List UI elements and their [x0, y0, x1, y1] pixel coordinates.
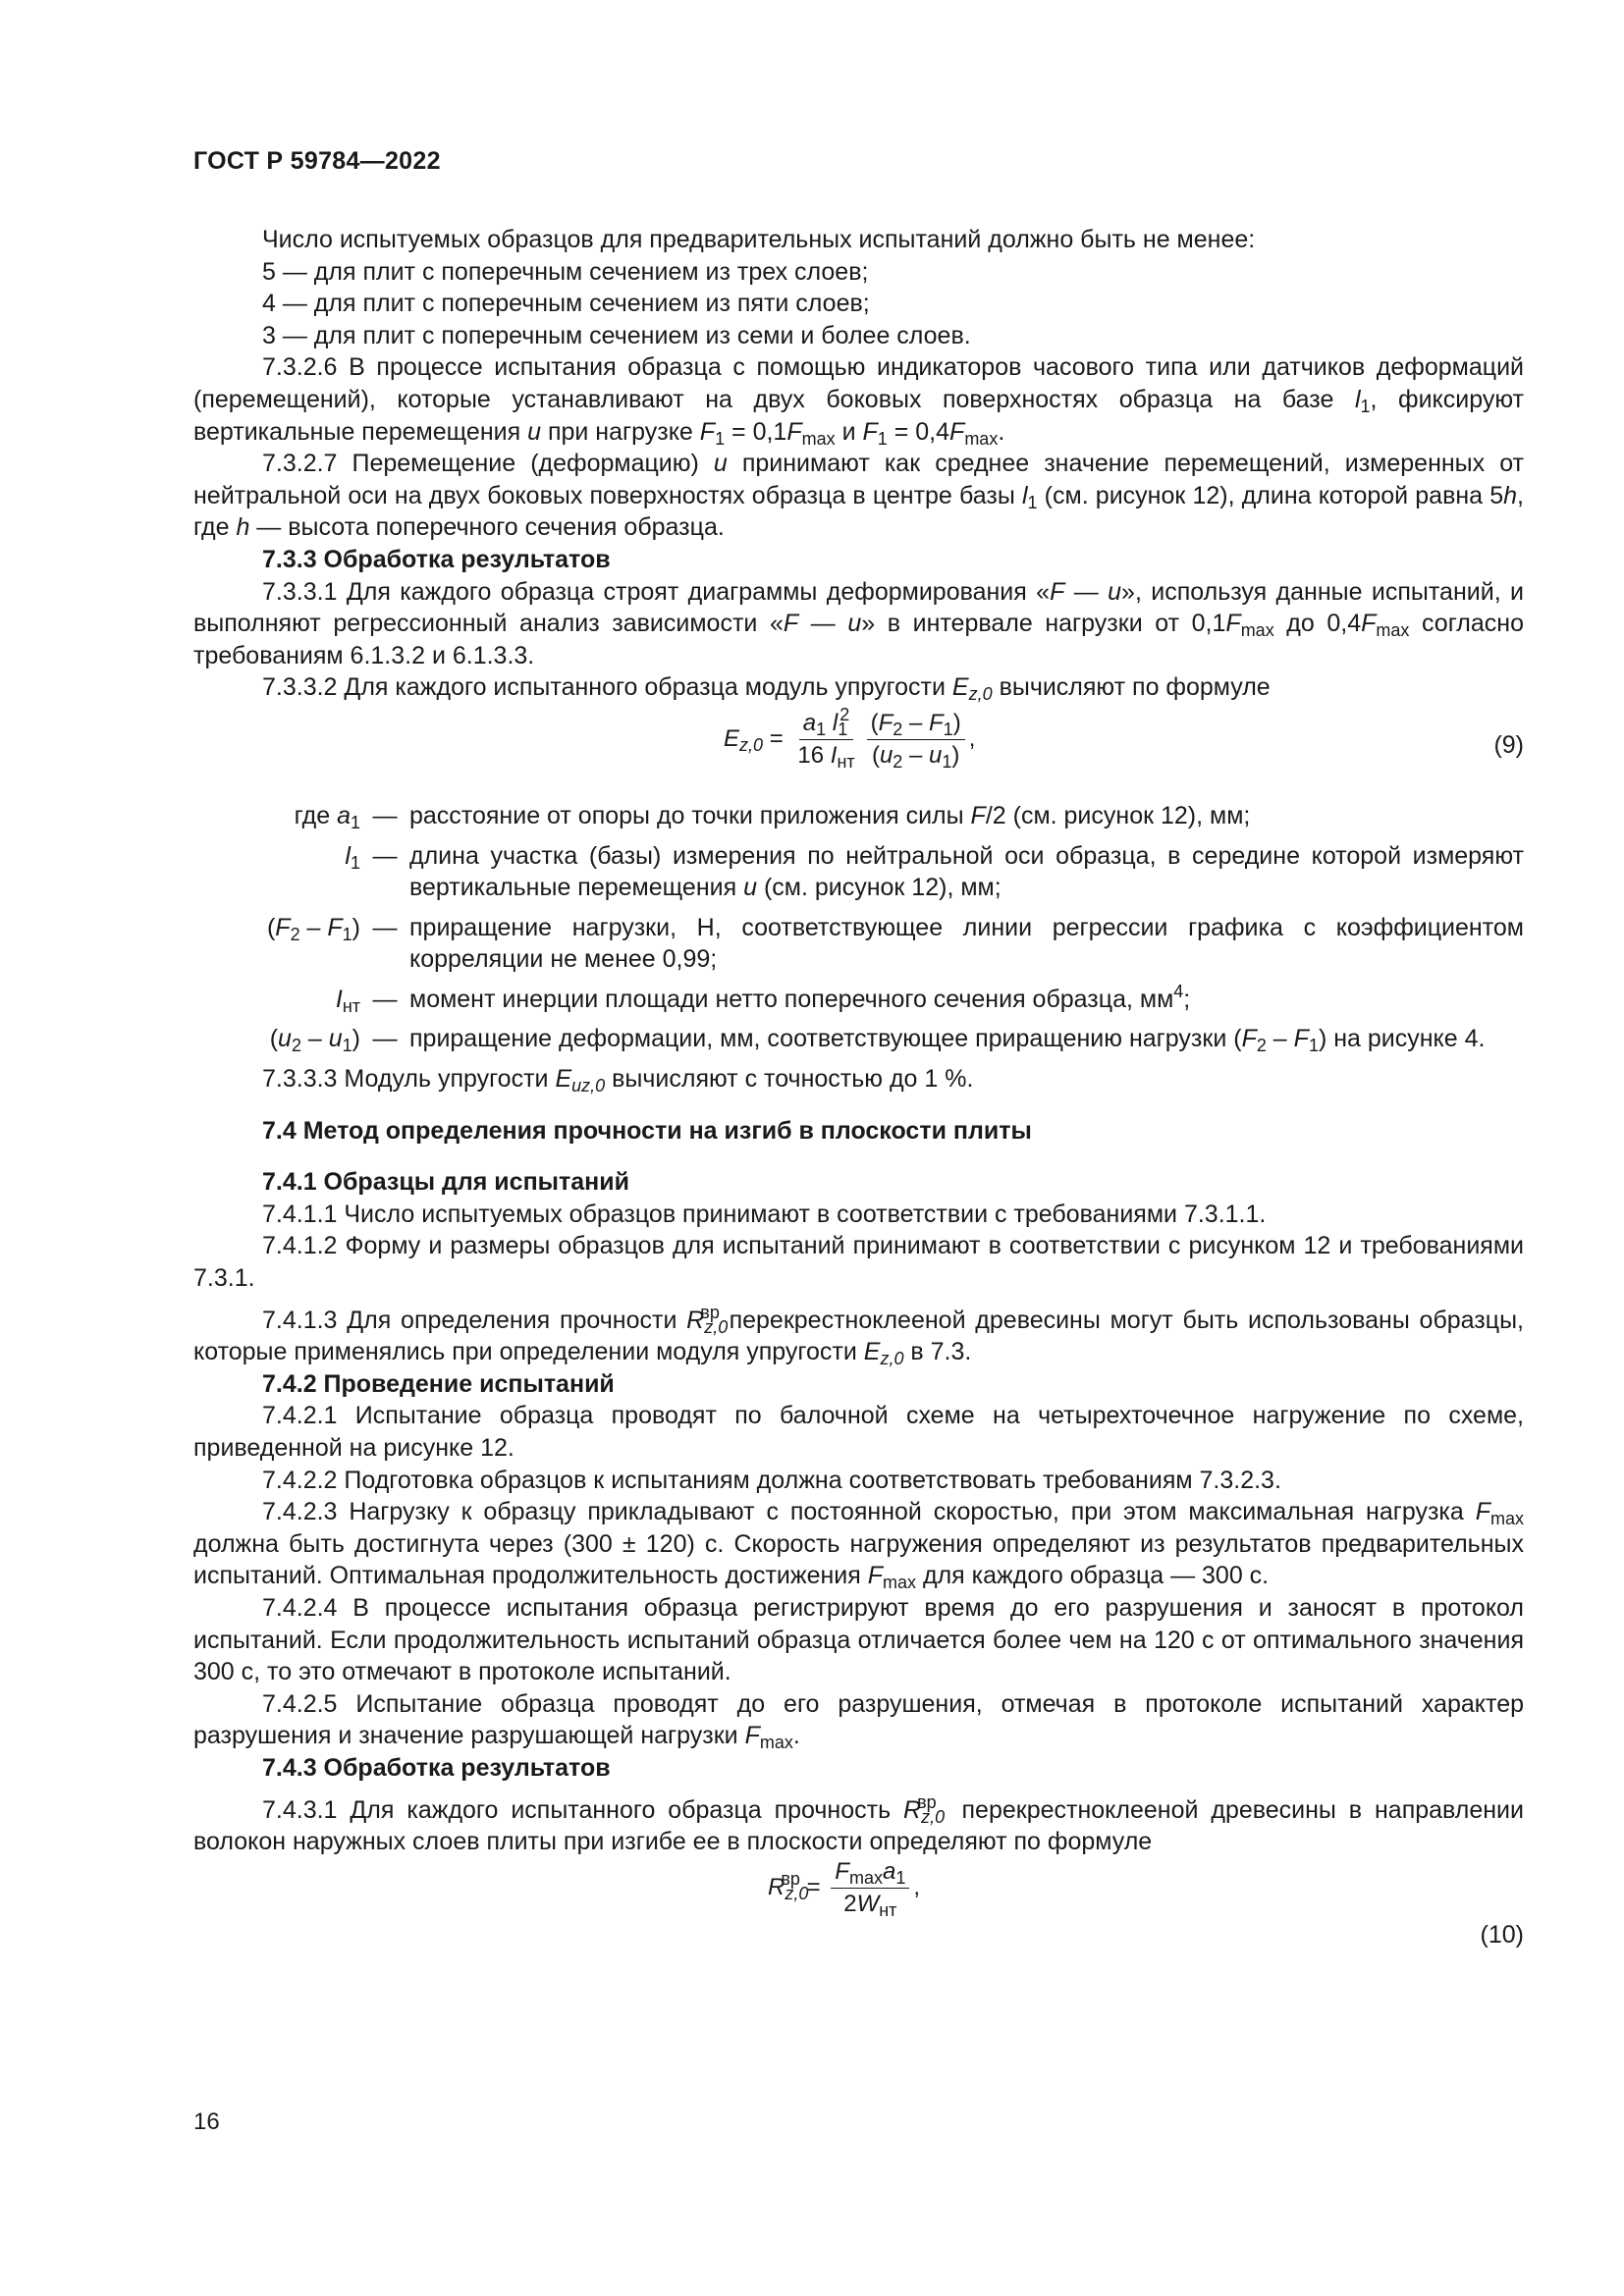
legend-description: расстояние от опоры до точки приложения силы F/2 (см. рисунок 12), мм; [409, 801, 1251, 829]
list-item: 4 — для плит с поперечным сечением из пяти слоев; [262, 290, 870, 318]
legend-symbol: $(u_2 - u_1)$ [269, 1025, 360, 1056]
paragraph-7-3-3-3: 7.3.3.3 Модуль упругости $E_{uz,0}$ вычисляют с точностью до 1 %. [262, 1065, 974, 1096]
section-heading-7-4: 7.4 Метод определения прочности на изгиб в плоскости плиты [262, 1116, 1032, 1145]
paragraph-7-4-3-1: 7.4.3.1 Для каждого испытанного образца прочность $R_{z,0}^{вр}$ перекрестноклееной древесины в направлении волокон наружных слоев плиты при изгибе ее в плоскости определяют по формуле [193, 1791, 1524, 1856]
legend-description: приращение деформации, мм, соответствующее приращению нагрузки $(F_2 - F_1)$ на рисунке 4. [409, 1025, 1486, 1056]
section-heading-7-4-1: 7.4.1 Образцы для испытаний [262, 1168, 629, 1197]
legend-description: приращение нагрузки, Н, соответствующее линии регрессии графика с коэффициентом корреляции не менее 0,99; [409, 913, 1524, 974]
paragraph-7-4-2-5: 7.4.2.5 Испытание образца проводят до его разрушения, отмечая в протоколе испытаний характер разрушения и значение разрушающей нагрузки $F_{max}$. [193, 1689, 1524, 1753]
paragraph-7-3-3-2: 7.3.3.2 Для каждого испытанного образца модуль упругости $E_{z,0}$ вычисляют по формуле [262, 673, 1271, 705]
section-heading-7-4-2: 7.4.2 Проведение испытаний [262, 1369, 615, 1398]
equation-10 [193, 1858, 1524, 1956]
paragraph-7-3-2-6: 7.3.2.6 В процессе испытания образца с помощью индикаторов часового типа или датчиков деформаций (перемещений), которые устанавливают на двух боковых поверхностях образца на базе $l_1$, фиксируют вертикальные перемещения u при нагрузке $F_1 = 0,1F_{max}$ и $F_1 = 0,4F_{max}$. [193, 353, 1524, 449]
page-number: 16 [193, 2109, 220, 2135]
legend-description: момент инерции площади нетто поперечного сечения образца, $мм^4$; [409, 981, 1191, 1013]
legend-symbol: $I_{нт}$ [335, 985, 360, 1016]
legend-symbol: $l_1$ [345, 841, 360, 873]
list-item: 3 — для плит с поперечным сечением из семи и более слоев. [262, 321, 971, 349]
paragraph-7-4-2-3: 7.4.2.3 Нагрузку к образцу прикладывают с постоянной скоростью, при этом максимальная нагрузка $F_{max}$ должна быть достигнута через (300 ± 120) с. Скорость нагружения определяют из результатов предварительных испытаний. Оптимальная продолжительность достижения $F_{max}$ для каждого образца — 300 с. [193, 1498, 1524, 1593]
document-body [193, 224, 1524, 1956]
paragraph-7-4-2-4: 7.4.2.4 В процессе испытания образца регистрируют время до его разрушения и заносят в протокол испытаний. Если продолжительность испытаний образца отличается более чем на 120 с от оптимального значения 300 с, то это отмечают в протоколе испытаний. [193, 1593, 1524, 1686]
legend-symbol: $(F_2 - F_1)$ [266, 913, 360, 944]
fraction: $\frac{F_{max}a_1}{2W_{нт}}$ [831, 1858, 909, 1918]
symbol-legend: где $a_1$ — расстояние от опоры до точки приложения силы F/2 (см. рисунок 12), мм; $l_1$ — длина участка (базы) измерения по нейтральной оси образца, в середине которой измеряют вертикальные перемещения u (см. рисунок 12), мм; $(F_2 - F_1)$ — приращение нагрузки, Н, соответствующее линии регрессии графика с коэффициентом корреляции не менее 0,99; $I_{нт}$ — момент инерции площади нетто поперечного сечения образца, $мм^4$; $(u_2 - u_1)$ — приращение деформации, мм, соответствующее приращению нагрузки $(F_2 - F_1)$ на рисунке 4. [193, 800, 1524, 1063]
paragraph-7-3-3-1: 7.3.3.1 Для каждого образца строят диаграммы деформирования «F — u», используя данные испытаний, и выполняют регрессионный анализ зависимости «F — u» в интервале нагрузки от $0,1F_{max}$ до $0,4F_{max}$ согласно требованиям 6.1.3.2 и 6.1.3.3. [193, 577, 1524, 669]
legend-symbol: где $a_1$ [294, 801, 360, 832]
equation-9-formula: $E_{z,0}$ = $\frac{a_1 l_1^2}{16 I_{нт}}$ $\frac{(F_2 - F_1)}{(u_2 - u_1)}$ , [724, 704, 976, 772]
equation-10-formula: $R_{z,0}^{вр}$ = $\frac{F_{max}a_1}{2W_{нт}}$ , [768, 1857, 921, 1920]
section-heading-7-4-3: 7.4.3 Обработка результатов [262, 1753, 611, 1782]
paragraph-7-4-1-2: 7.4.1.2 Форму и размеры образцов для испытаний принимают в соответствии с рисунком 12 и требованиями 7.3.1. [193, 1232, 1524, 1293]
fraction: $\frac{a_1 l_1^2}{16 I_{нт}}$ [797, 704, 855, 772]
fraction: $\frac{(F_2 - F_1)}{(u_2 - u_1)}$ [867, 710, 965, 770]
equation-number: (10) [1480, 1920, 1524, 1949]
section-heading-7-3-3: 7.3.3 Обработка результатов [262, 545, 611, 573]
paragraph-7-4-1-1: 7.4.1.1 Число испытуемых образцов принимают в соответствии с требованиями 7.3.1.1. [262, 1200, 1267, 1228]
equation-number: (9) [1493, 730, 1524, 759]
paragraph: Число испытуемых образцов для предварительных испытаний должно быть не менее: [262, 226, 1256, 253]
paragraph-7-4-2-2: 7.4.2.2 Подготовка образцов к испытаниям должна соответствовать требованиям 7.3.2.3. [262, 1466, 1281, 1494]
equation-9 [193, 704, 1524, 792]
paragraph-7-4-2-1: 7.4.2.1 Испытание образца проводят по балочной схеме на четырехточечное нагружение по схеме, приведенной на рисунке 12. [193, 1402, 1524, 1462]
legend-description: длина участка (базы) измерения по нейтральной оси образца, в середине которой измеряют вертикальные перемещения u (см. рисунок 12), мм; [409, 841, 1524, 902]
document-header: ГОСТ Р 59784—2022 [193, 147, 441, 175]
paragraph-7-4-1-3: 7.4.1.3 Для определения прочности $R_{z,0}^{вр}$ перекрестноклееной древесины могут быть использованы образцы, которые применялись при определении модуля упругости $E_{z,0}$ в 7.3. [193, 1302, 1524, 1369]
list-item: 5 — для плит с поперечным сечением из трех слоев; [262, 257, 869, 286]
paragraph-7-3-2-7: 7.3.2.7 Перемещение (деформацию) u принимают как среднее значение перемещений, измеренных от нейтральной оси на двух боковых поверхностях образца в центре базы $l_1$ (см. рисунок 12), длина которой равна 5h, где h — высота поперечного сечения образца. [193, 450, 1524, 542]
